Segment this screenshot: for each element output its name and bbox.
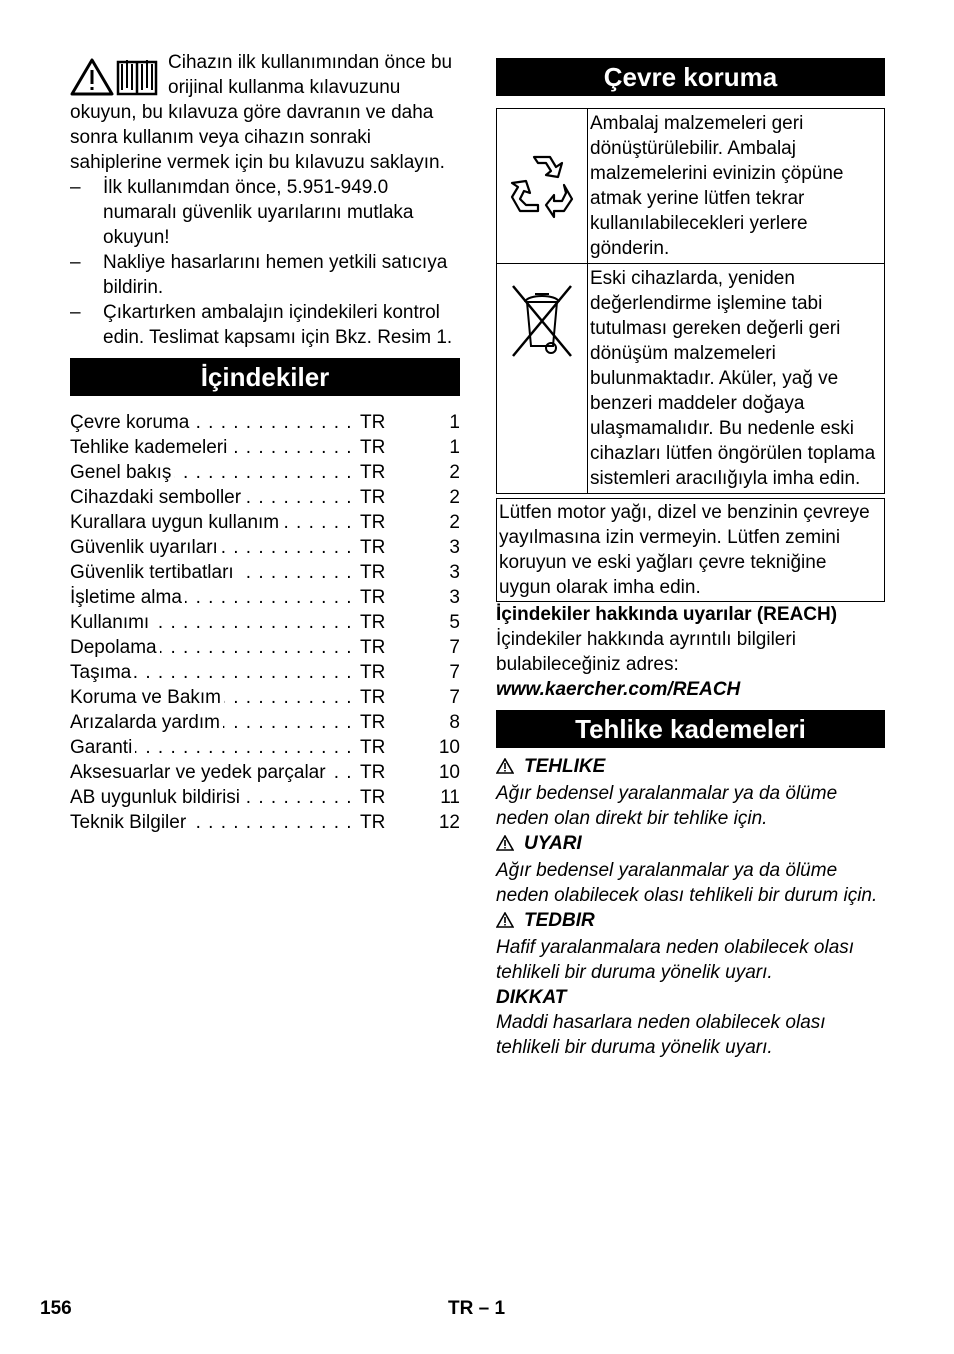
list-item: – Nakliye hasarlarını hemen yetkili satıcıya bildirin. [70, 252, 448, 298]
toc-page: 5 [449, 612, 460, 633]
toc-page: 3 [449, 562, 460, 583]
warning-triangle-icon [496, 910, 514, 935]
toc-title: Kullanımı . . . [70, 610, 352, 635]
toc-entry[interactable] [70, 460, 460, 485]
environment-table [496, 108, 885, 494]
toc-lang: TR [360, 762, 386, 783]
page-number: 156 [40, 1298, 72, 1319]
toc-page: 7 [449, 687, 460, 708]
toc-entry[interactable] [70, 785, 460, 810]
toc-title: Tehlike kademeleri . . . [70, 435, 352, 460]
toc-page: 7 [449, 662, 460, 683]
toc-title: Genel bakış . . . [70, 460, 352, 485]
toc-lang: TR [360, 512, 386, 533]
toc-title: Kurallara uygun kullanım . . . [70, 510, 352, 535]
warning-triangle-icon [496, 756, 514, 781]
toc-entry[interactable] [70, 585, 460, 610]
oil-note: Lütfen motor yağı, dizel ve benzinin çevreye yayılmasına izin vermeyin. Lütfen zemini koruyun ve eski yağları çevre tekniğine uygun olarak imha edin. [496, 498, 885, 602]
hazard-level-danger: TEHLIKE [496, 754, 885, 781]
intro-list [70, 175, 460, 350]
toc-entry[interactable] [70, 635, 460, 660]
toc-page: 10 [438, 762, 460, 783]
toc-page: 2 [449, 487, 460, 508]
bin-text: Eski cihazlarda, yeniden değerlendirme işlemine tabi tutulması gereken değerli geri dönüşüm malzemeleri bulunmaktadır. Aküler, yağ ve benzeri maddeler doğaya ulaşmamalıdır. Bu nedenle eski cihazları lütfen öngörülen toplama sistemleri aracılığıyla imha edin. [588, 264, 885, 494]
toc-lang: TR [360, 562, 386, 583]
toc-lang: TR [360, 487, 386, 508]
toc-lang: TR [360, 612, 386, 633]
recycling-icon [497, 109, 588, 264]
toc-title: AB uygunluk bildirisi . . . [70, 785, 352, 810]
toc-page: 1 [449, 437, 460, 458]
toc-entry[interactable] [70, 535, 460, 560]
toc-entry[interactable] [70, 485, 460, 510]
hazard-text: Ağır bedensel yaralanmalar ya da ölüme neden olan direkt bir tehlike için. [496, 783, 838, 829]
toc-lang: TR [360, 637, 386, 658]
toc-page: 12 [438, 812, 460, 833]
crossed-bin-icon [497, 264, 588, 494]
contents-heading: İçindekiler [70, 358, 460, 396]
warning-triangle-icon [496, 833, 514, 858]
toc-lang: TR [360, 537, 386, 558]
toc-page: 1 [449, 412, 460, 433]
toc-title: Güvenlik uyarıları . . . [70, 535, 352, 560]
toc-title: Garanti . . . [70, 735, 352, 760]
toc-entry[interactable] [70, 810, 460, 835]
intro-icons [70, 54, 162, 100]
footer-section-label: TR – 1 [448, 1298, 506, 1319]
toc-title: Depolama . . . [70, 635, 352, 660]
hazard-text: Ağır bedensel yaralanmalar ya da ölüme neden olabilecek olası tehlikeli bir durum için. [496, 860, 878, 906]
hazard-level-caution: TEDBIR [496, 908, 885, 935]
reach-title: İçindekiler hakkında uyarılar (REACH) [496, 604, 838, 625]
toc-page: 3 [449, 537, 460, 558]
toc-lang: TR [360, 662, 386, 683]
toc-lang: TR [360, 737, 386, 758]
toc-lang: TR [360, 712, 386, 733]
toc-lang: TR [360, 587, 386, 608]
toc-title: Aksesuarlar ve yedek parçalar . . . [70, 760, 352, 785]
hazard-level-warning: UYARI [496, 831, 885, 858]
toc-title: Taşıma . . . [70, 660, 352, 685]
toc-lang: TR [360, 787, 386, 808]
reach-url[interactable]: www.kaercher.com/REACH [496, 679, 741, 700]
hazard-levels [496, 754, 885, 1060]
toc-title: Koruma ve Bakım . . . [70, 685, 352, 710]
toc-title: İşletime alma . . . [70, 585, 352, 610]
intro-text: Cihazın ilk kullanımından önce bu orijinal kullanma kılavuzunu okuyun, bu kılavuza göre davranın ve daha sonra kullanım veya cihazın sonraki sahiplerine vermek için bu kılavuzu saklayın. [70, 52, 453, 173]
toc-lang: TR [360, 812, 386, 833]
toc-entry[interactable] [70, 560, 460, 585]
list-item: – İlk kullanımdan önce, 5.951-949.0 numaralı güvenlik uyarılarını mutlaka okuyun! [70, 177, 414, 248]
table-row [497, 264, 885, 494]
table-row [497, 109, 885, 264]
toc-page: 10 [438, 737, 460, 758]
reach-text: İçindekiler hakkında ayrıntılı bilgileri bulabileceğiniz adres: [496, 629, 796, 675]
environment-heading: Çevre koruma [496, 58, 885, 96]
toc-lang: TR [360, 437, 386, 458]
toc-entry[interactable] [70, 410, 460, 435]
toc-entry[interactable] [70, 510, 460, 535]
toc-title: Arızalarda yardım . . . [70, 710, 352, 735]
hazard-text: Hafif yaralanmalara neden olabilecek olası tehlikeli bir duruma yönelik uyarı. [496, 937, 855, 983]
hazard-text: Maddi hasarlara neden olabilecek olası tehlikeli bir duruma yönelik uyarı. [496, 1012, 826, 1058]
manual-book-icon [118, 60, 156, 94]
hazards-heading: Tehlike kademeleri [496, 710, 885, 748]
list-item: – Çıkartırken ambalajın içindekileri kontrol edin. Teslimat kapsamı için Bkz. Resim 1. [70, 302, 453, 348]
toc-page: 3 [449, 587, 460, 608]
warning-triangle-icon [72, 60, 112, 94]
toc-page: 2 [449, 512, 460, 533]
toc-title: Güvenlik tertibatları . . . [70, 560, 352, 585]
recycling-text: Ambalaj malzemeleri geri dönüştürülebilir. Ambalaj malzemelerini evinizin çöpüne atmak yerine lütfen tekrar kullanılabilecekleri yerlere gönderin. [588, 109, 885, 264]
toc-page: 8 [449, 712, 460, 733]
toc-title: Çevre koruma . . . [70, 410, 352, 435]
toc-lang: TR [360, 462, 386, 483]
toc-entry[interactable] [70, 710, 460, 735]
toc-page: 2 [449, 462, 460, 483]
intro [70, 50, 460, 175]
toc-page: 7 [449, 637, 460, 658]
left-column [70, 50, 460, 835]
toc-entry[interactable] [70, 610, 460, 635]
right-column [496, 50, 885, 1060]
toc-entry[interactable] [70, 760, 460, 785]
table-of-contents [70, 410, 460, 835]
toc-title: Cihazdaki semboller . . . [70, 485, 352, 510]
toc-lang: TR [360, 412, 386, 433]
toc-entry[interactable] [70, 660, 460, 685]
toc-entry[interactable] [70, 735, 460, 760]
toc-entry[interactable] [70, 435, 460, 460]
toc-page: 11 [440, 787, 460, 808]
hazard-level-notice: DIKKAT [496, 987, 567, 1008]
toc-title: Teknik Bilgiler . . . [70, 810, 352, 835]
toc-lang: TR [360, 687, 386, 708]
toc-entry[interactable] [70, 685, 460, 710]
